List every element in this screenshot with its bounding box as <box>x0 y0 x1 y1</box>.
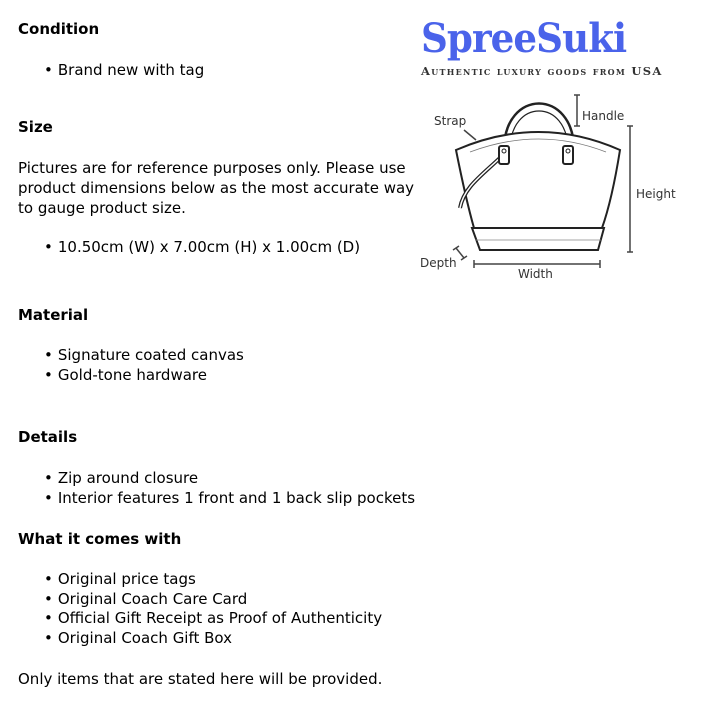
list-item: • Zip around closure <box>44 469 415 489</box>
list-item: • Signature coated canvas <box>44 346 244 366</box>
condition-heading: Condition <box>18 20 100 38</box>
size-note: Pictures are for reference purposes only. Please use product dimensions below as the most accurate way to gauge product size. <box>18 159 415 217</box>
list-item: • Interior features 1 front and 1 back slip pockets <box>44 489 415 509</box>
details-heading: Details <box>18 428 78 446</box>
size-list <box>44 238 360 258</box>
width-label: Width <box>518 267 553 281</box>
list-item: • Original Coach Care Card <box>44 590 382 610</box>
footer-note: Only items that are stated here will be provided. <box>18 670 383 688</box>
list-item: • Brand new with tag <box>44 61 204 81</box>
list-item: • 10.50cm (W) x 7.00cm (H) x 1.00cm (D) <box>44 238 360 258</box>
list-item: • Official Gift Receipt as Proof of Authenticity <box>44 609 382 629</box>
strap-label: Strap <box>434 114 467 128</box>
depth-label: Depth <box>420 256 457 270</box>
comes-with-list <box>44 570 382 648</box>
comes-with-heading: What it comes with <box>18 530 182 548</box>
condition-list <box>44 61 204 81</box>
handle-label: Handle <box>582 109 625 123</box>
bag-dimension-diagram <box>412 88 712 288</box>
list-item: • Original price tags <box>44 570 382 590</box>
size-heading: Size <box>18 118 53 136</box>
list-item: • Original Coach Gift Box <box>44 629 382 649</box>
material-list <box>44 346 244 385</box>
handbag-icon <box>456 104 620 251</box>
material-heading: Material <box>18 306 89 324</box>
logo-wordmark: SpreeSuki <box>421 15 627 62</box>
spreesuki-logo <box>421 12 717 78</box>
list-item: • Gold-tone hardware <box>44 366 244 386</box>
details-list <box>44 469 415 508</box>
logo-tagline: Authentic luxury goods from USA <box>421 64 663 78</box>
height-label: Height <box>636 187 676 201</box>
